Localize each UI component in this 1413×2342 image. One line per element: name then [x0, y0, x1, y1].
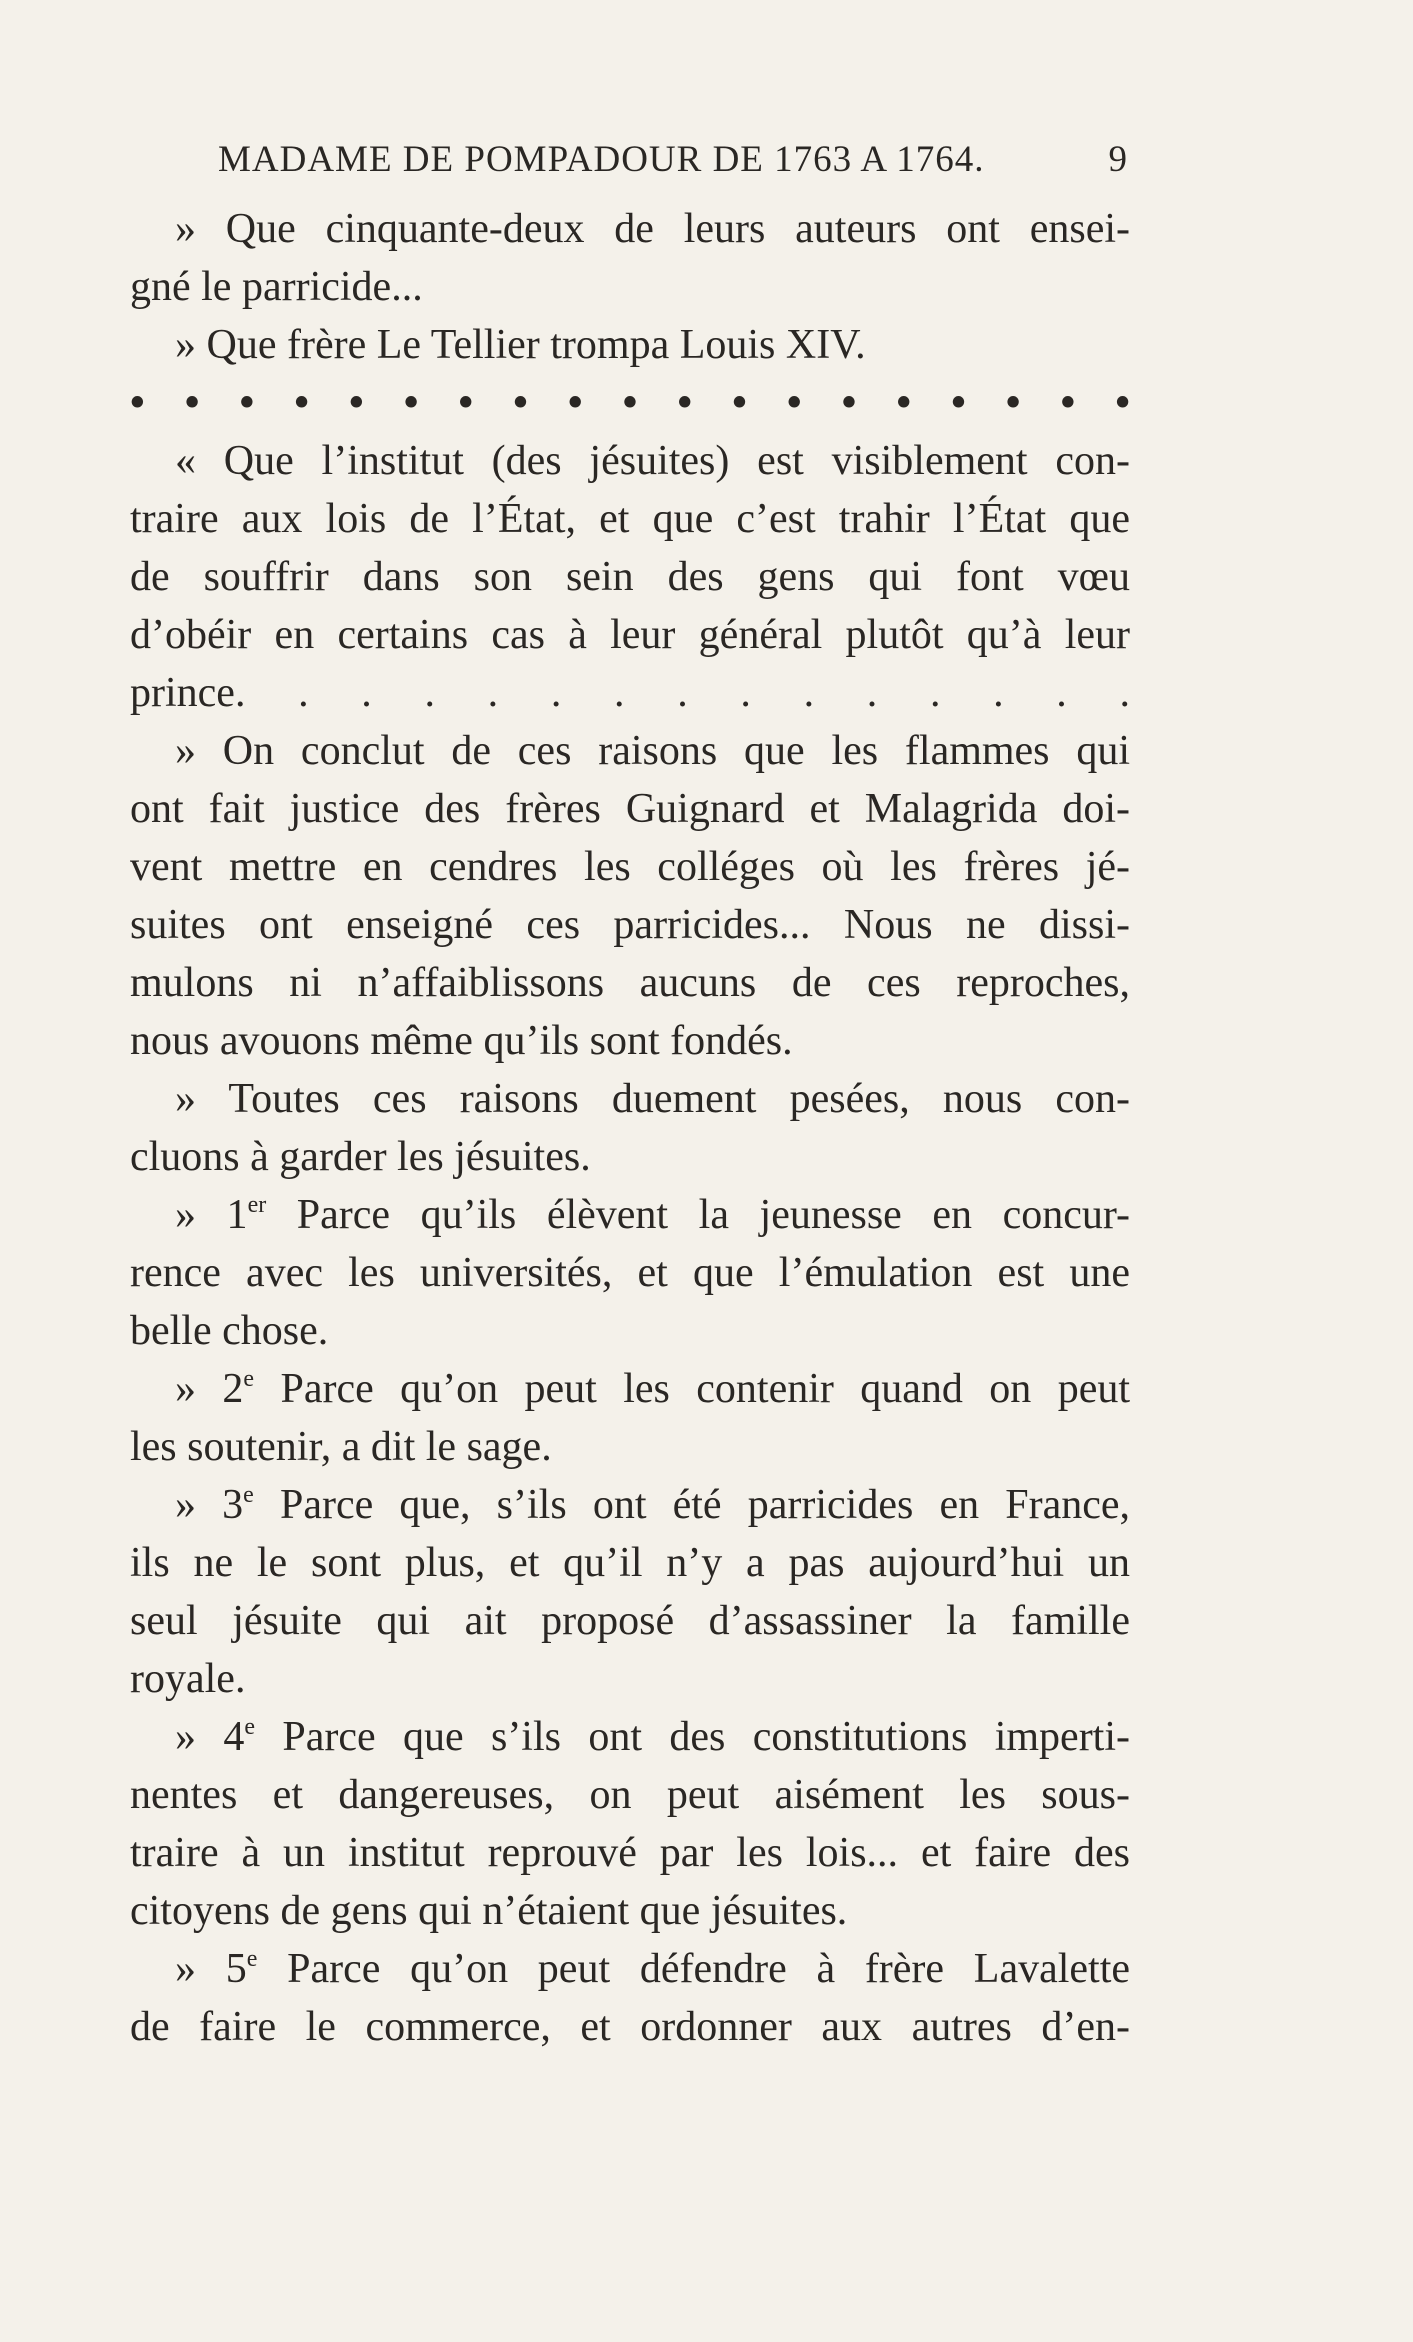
item-marker: » 5 — [175, 1946, 247, 1992]
text-line: traire aux lois de l’État, et que c’est trahir l’État que — [130, 496, 1130, 542]
text-line: gné le parricide... — [130, 264, 423, 310]
text-line: traire à un institut reprouvé par les lois... et faire des — [130, 1830, 1130, 1876]
text-line: de souffrir dans son sein des gens qui font vœu — [130, 554, 1130, 600]
text-line: citoyens de gens qui n’étaient que jésuites. — [130, 1888, 848, 1934]
text-line: nous avouons même qu’ils sont fondés. — [130, 1018, 793, 1064]
text-line — [130, 1940, 1130, 1998]
text-line — [130, 1186, 1130, 1244]
ordinal-suffix: e — [243, 1366, 255, 1392]
ellipsis-row: • • • • • • • • • • • • • • • • • • • — [130, 380, 1130, 426]
text-line: de faire le commerce, et ordonner aux autres d’en- — [130, 2004, 1130, 2050]
text-line: » Que cinquante-deux de leurs auteurs ont ensei- — [175, 206, 1130, 252]
text-line: rence avec les universités, et que l’émulation est une — [130, 1250, 1130, 1296]
text-line: belle chose. — [130, 1308, 329, 1354]
item-marker: » 3 — [175, 1482, 244, 1528]
item-text: Parce qu’ils élèvent la jeunesse en concur- — [266, 1192, 1130, 1238]
body-text — [130, 200, 1130, 2056]
text-line: ont fait justice des frères Guignard et Malagrida doi- — [130, 786, 1130, 832]
text-line: nentes et dangereuses, on peut aisément les sous- — [130, 1772, 1130, 1818]
text-line: les soutenir, a dit le sage. — [130, 1424, 552, 1470]
text-line — [130, 1708, 1130, 1766]
text-line: » Toutes ces raisons duement pesées, nous con- — [175, 1076, 1130, 1122]
text-line: » On conclut de ces raisons que les flammes qui — [175, 728, 1130, 774]
page-header — [218, 138, 1138, 188]
text-line — [130, 1360, 1130, 1418]
ordinal-suffix: e — [246, 1946, 258, 1972]
ordinal-suffix: er — [247, 1192, 267, 1218]
item-text: Parce qu’on peut défendre à frère Lavalette — [257, 1946, 1131, 1992]
text-line: royale. — [130, 1656, 246, 1702]
text-line: cluons à garder les jésuites. — [130, 1134, 591, 1180]
item-marker: » 4 — [175, 1714, 245, 1760]
item-marker: » 2 — [175, 1366, 244, 1412]
item-text: Parce que s’ils ont des constitutions imperti- — [255, 1714, 1131, 1760]
text-line: seul jésuite qui ait proposé d’assassiner la famille — [130, 1598, 1130, 1644]
text-line — [130, 1476, 1130, 1534]
ordinal-suffix: e — [244, 1714, 256, 1740]
running-title: MADAME DE POMPADOUR DE 1763 A 1764. — [218, 139, 985, 180]
ordinal-suffix: e — [243, 1482, 254, 1508]
text-line: suites ont enseigné ces parricides... Nous ne dissi- — [130, 902, 1130, 948]
item-text: Parce que, s’ils ont été parricides en France, — [253, 1482, 1131, 1528]
text-line: d’obéir en certains cas à leur général plutôt qu’à leur — [130, 612, 1130, 658]
text-line: vent mettre en cendres les colléges où les frères jé- — [130, 844, 1130, 890]
item-marker: » 1 — [175, 1192, 248, 1238]
item-text: Parce qu’on peut les contenir quand on peut — [254, 1366, 1131, 1412]
text-line: mulons ni n’affaiblissons aucuns de ces reproches, — [130, 960, 1130, 1006]
text-line: ils ne le sont plus, et qu’il n’y a pas aujourd’hui un — [130, 1540, 1130, 1586]
page-number: 9 — [1108, 139, 1128, 180]
text-line: » Que frère Le Tellier trompa Louis XIV. — [175, 322, 866, 368]
text-line: prince. . . . . . . . . . . . . . . — [130, 670, 1130, 716]
text-line: « Que l’institut (des jésuites) est visiblement con- — [175, 438, 1130, 484]
